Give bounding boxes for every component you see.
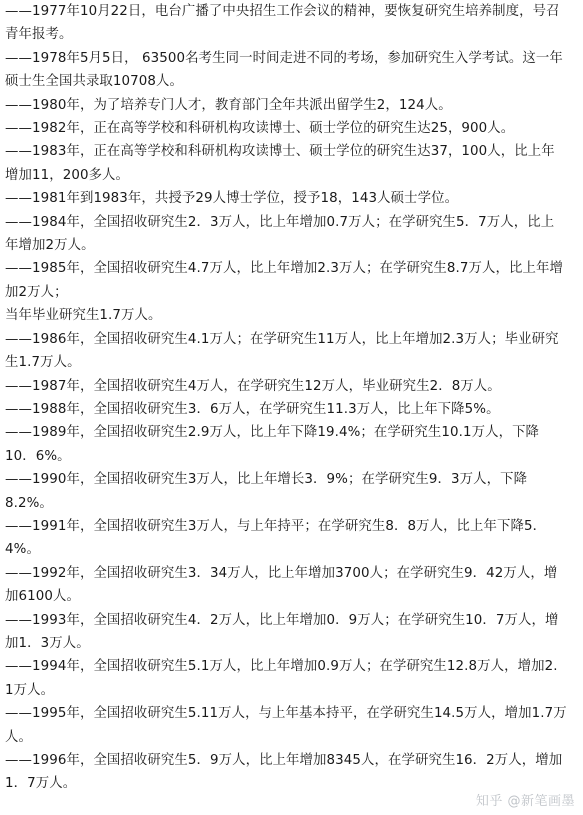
text-line: 生1.7万人。 [5,355,81,371]
text-line: 10．6%。 [5,448,71,464]
document-body [5,0,577,796]
text-line: ——1985年，全国招收研究生4.7万人，比上年增加2.3万人；在学研究生8.7万人，比上年增 [5,261,563,277]
text-line: ——1977年10月22日，电台广播了中央招生工作会议的精神，要恢复研究生培养制度，号召 [5,4,560,19]
text-line: ——1988年，全国招收研究生3．6万人，在学研究生11.3万人，比上年下降5%。 [5,401,500,417]
text-line: ——1992年，全国招收研究生3．34万人，比上年增加3700人；在学研究生9．42万人，增 [5,565,558,581]
text-line: 4%。 [5,542,40,558]
text-line: 当年毕业研究生1.7万人。 [5,308,162,324]
text-line: ——1993年，全国招收研究生4．2万人，比上年增加0．9万人；在学研究生10．7万人，增 [5,612,559,628]
text-line: ——1987年，全国招收研究生4万人，在学研究生12万人，毕业研究生2．8万人。 [5,378,501,394]
text-line: ——1983年，正在高等学校和科研机构攻读博士、硕士学位的研究生达37，100人，比上年 [5,144,555,160]
text-line: 青年报考。 [5,27,73,43]
text-line: ——1996年，全国招收研究生5．9万人，比上年增加8345人，在学研究生16．2万人，增加 [5,753,563,768]
text-line: ——1990年，全国招收研究生3万人，比上年增长3．9%；在学研究生9．3万人，下降 [5,472,528,488]
text-line: ——1991年，全国招收研究生3万人，与上年持平；在学研究生8．8万人，比上年下降5． [5,518,547,534]
text-line: ——1984年，全国招收研究生2．3万人，比上年增加0.7万人；在学研究生5．7万人，比上 [5,214,555,230]
text-line: ——1986年，全国招收研究生4.1万人；在学研究生11万人，比上年增加2.3万人；毕业研究 [5,331,559,347]
text-line: 1万人。 [5,682,55,698]
text-line: 硕士生全国共录取10708人。 [5,74,184,90]
text-line: 加1．3万人。 [5,635,90,651]
watermark: 知乎 @新笔画墨 [475,794,575,809]
text-line: 8.2%。 [5,495,53,511]
text-line: 加2万人； [5,284,68,300]
text-line: ——1989年，全国招收研究生2.9万人，比上年下降19.4%；在学研究生10.1万人，下降 [5,425,540,441]
text-line: ——1981年到1983年，共授予29人博士学位，授予18，143人硕士学位。 [5,191,459,207]
text-line: ——1982年，正在高等学校和科研机构攻读博士、硕士学位的研究生达25，900人。 [5,121,515,137]
text-line: ——1978年5月5日， 63500名考生同一时间走进不同的考场，参加研究生入学考试。这一年 [5,50,563,66]
text-line: ——1980年，为了培养专门人才，教育部门全年共派出留学生2，124人。 [5,97,452,113]
text-line: ——1995年，全国招收研究生5.11万人，与上年基本持平，在学研究生14.5万人，增加1.7万 [5,706,567,722]
text-line: ——1994年，全国招收研究生5.1万人，比上年增加0.9万人；在学研究生12.8万人，增加2. [5,659,558,675]
text-line: 1．7万人。 [5,776,77,792]
text-line: 年增加2万人。 [5,238,95,254]
text-line: 加6100人。 [5,589,80,605]
text-line: 人。 [5,729,32,745]
text-line: 增加11，200多人。 [5,167,130,183]
